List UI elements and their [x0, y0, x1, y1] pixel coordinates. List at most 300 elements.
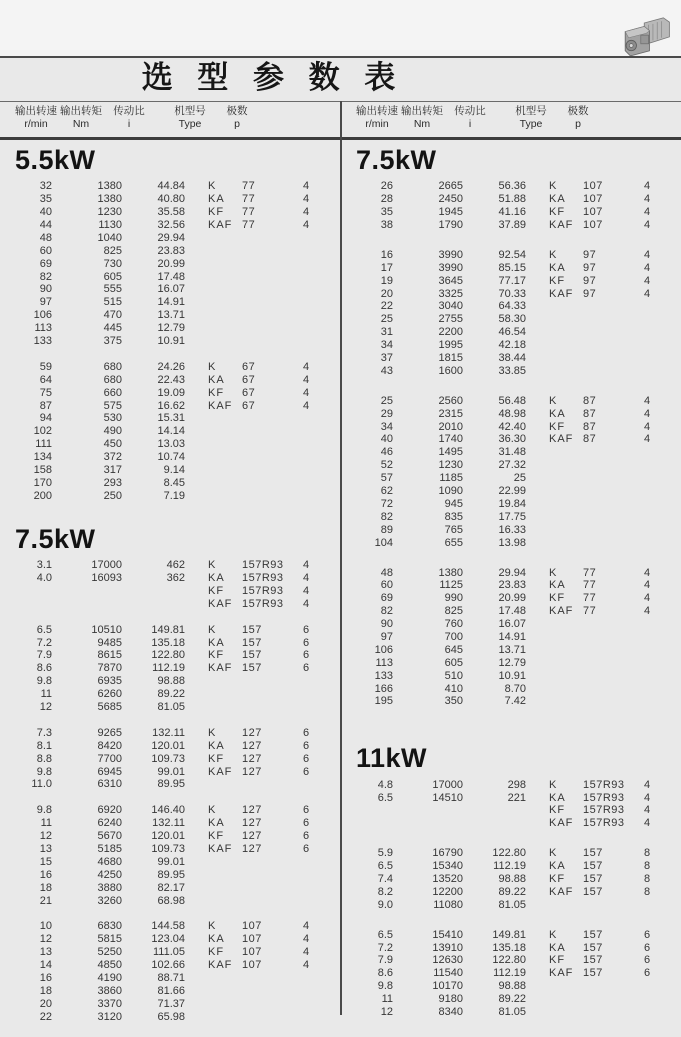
cell-model-number	[242, 856, 288, 869]
cell-ratio: 19.09	[157, 386, 185, 399]
table-row	[0, 804, 340, 817]
table-block	[0, 920, 340, 1023]
cell-ratio: 82.17	[157, 881, 185, 894]
cell-output-torque: 700	[444, 630, 463, 643]
page-top-margin	[0, 0, 681, 56]
cell-model-number	[242, 998, 288, 1011]
cell-ratio: 111.05	[152, 946, 185, 959]
table-row	[0, 895, 340, 908]
table-row	[0, 972, 340, 985]
column-header-label: 机型号	[174, 105, 206, 117]
cell-ratio: 122.80	[492, 847, 526, 860]
cell-ratio: 14.91	[498, 630, 526, 643]
table-row	[341, 657, 681, 670]
cell-type-prefix	[208, 688, 242, 701]
table-row	[341, 408, 681, 421]
cell-poles	[288, 856, 324, 869]
cell-type-prefix	[208, 412, 242, 425]
table-block	[341, 180, 681, 232]
cell-poles: 4	[643, 394, 651, 407]
cell-ratio: 17.48	[157, 270, 185, 283]
table-row	[341, 300, 681, 313]
cell-type-prefix	[549, 631, 583, 644]
cell-output-speed: 62	[380, 485, 393, 498]
cell-type-prefix: KAF	[549, 885, 574, 898]
cell-type-prefix	[549, 313, 583, 326]
cell-output-speed: 64	[39, 373, 52, 386]
cell-poles: 4	[302, 360, 310, 373]
cell-model-number: 87	[583, 407, 597, 420]
cell-ratio: 81.05	[498, 898, 526, 911]
cell-output-speed: 6.5	[377, 791, 393, 804]
table-row	[0, 309, 340, 322]
table-row	[0, 882, 340, 895]
table-row	[0, 464, 340, 477]
cell-poles: 4	[643, 804, 651, 817]
cell-type-prefix	[208, 869, 242, 882]
cell-output-speed: 111	[35, 438, 52, 451]
power-section	[0, 525, 340, 1024]
cell-ratio: 89.22	[157, 688, 185, 701]
table-row	[0, 425, 340, 438]
table-row	[0, 206, 340, 219]
cell-output-speed: 18	[39, 881, 52, 894]
cell-ratio: 144.58	[151, 920, 185, 933]
table-row	[341, 288, 681, 301]
cell-type-prefix: KA	[208, 373, 225, 386]
cell-type-prefix: KAF	[549, 605, 574, 618]
cell-ratio: 77.17	[498, 274, 526, 287]
cell-type-prefix: KF	[208, 584, 225, 597]
table-row	[0, 1011, 340, 1024]
cell-type-prefix: KAF	[208, 399, 233, 412]
section-heading: 7.5kW	[15, 523, 96, 554]
cell-output-torque: 1380	[97, 180, 122, 193]
table-row	[341, 275, 681, 288]
cell-output-speed: 6.5	[377, 860, 393, 873]
cell-output-speed: 3.1	[36, 559, 52, 572]
cell-type-prefix	[549, 980, 583, 993]
cell-type-prefix: K	[208, 360, 217, 373]
cell-output-torque: 1495	[438, 446, 463, 459]
cell-ratio: 20.99	[498, 592, 526, 605]
column-header-unit: Nm	[72, 118, 90, 130]
cell-output-torque: 445	[103, 322, 122, 335]
cell-ratio: 65.98	[157, 1010, 185, 1023]
cell-poles: 6	[302, 752, 310, 765]
cell-type-prefix	[208, 985, 242, 998]
cell-ratio: 98.88	[498, 872, 526, 885]
cell-model-number	[242, 232, 288, 245]
table-block	[0, 624, 340, 714]
cell-output-torque: 5685	[97, 700, 122, 713]
cell-model-number: 157	[583, 872, 603, 885]
cell-output-speed: 90	[39, 283, 52, 296]
cell-output-torque: 835	[444, 510, 463, 523]
table-row	[341, 592, 681, 605]
cell-poles: 4	[643, 817, 651, 830]
table-row	[0, 675, 340, 688]
cell-poles	[288, 778, 324, 791]
cell-poles	[288, 335, 324, 348]
column-header-unit: i	[127, 118, 131, 130]
cell-poles	[288, 283, 324, 296]
cell-type-prefix	[208, 425, 242, 438]
cell-output-speed: 22	[380, 300, 393, 313]
cell-ratio: 7.42	[504, 695, 526, 708]
cell-model-number: 67	[242, 360, 256, 373]
table-row	[0, 245, 340, 258]
cell-type-prefix	[208, 335, 242, 348]
cell-output-speed: 16	[39, 868, 52, 881]
table-row	[0, 843, 340, 856]
cell-type-prefix: KA	[549, 860, 566, 873]
cell-model-number	[583, 644, 629, 657]
cell-ratio: 23.83	[498, 579, 526, 592]
cell-poles	[288, 701, 324, 714]
cell-type-prefix: K	[549, 847, 558, 860]
table-row	[0, 869, 340, 882]
cell-output-speed: 8.6	[377, 967, 393, 980]
cell-output-torque: 6260	[97, 688, 122, 701]
cell-model-number	[242, 296, 288, 309]
cell-output-speed: 15	[39, 855, 52, 868]
cell-output-torque: 5815	[97, 933, 122, 946]
cell-output-torque: 10170	[432, 980, 463, 993]
cell-output-speed: 7.9	[36, 649, 52, 662]
cell-ratio: 146.40	[151, 804, 185, 817]
cell-poles	[288, 1011, 324, 1024]
cell-model-number: 157	[583, 941, 603, 954]
cell-model-number	[583, 980, 629, 993]
cell-poles	[629, 459, 665, 472]
cell-output-torque: 1995	[438, 339, 463, 352]
cell-output-torque: 1790	[438, 219, 463, 232]
table-row	[0, 585, 340, 598]
cell-ratio: 42.40	[498, 420, 526, 433]
table-row	[0, 490, 340, 503]
cell-output-torque: 470	[103, 309, 122, 322]
table-row	[341, 792, 681, 805]
cell-type-prefix: KAF	[208, 662, 233, 675]
cell-output-torque: 15410	[432, 928, 463, 941]
cell-type-prefix: KA	[208, 571, 225, 584]
cell-model-number	[583, 365, 629, 378]
cell-model-number: 87	[583, 394, 597, 407]
table-block	[341, 395, 681, 550]
cell-model-number	[583, 511, 629, 524]
cell-model-number	[242, 258, 288, 271]
table-row	[341, 873, 681, 886]
table-row	[341, 683, 681, 696]
table-row	[0, 335, 340, 348]
cell-output-speed: 57	[380, 472, 393, 485]
cell-poles: 4	[302, 933, 310, 946]
cell-output-speed: 113	[34, 322, 52, 335]
cell-output-speed: 102	[33, 425, 52, 438]
cell-poles	[288, 271, 324, 284]
cell-poles	[629, 980, 665, 993]
table-row	[341, 618, 681, 631]
cell-poles	[288, 882, 324, 895]
cell-poles: 4	[302, 386, 310, 399]
cell-poles: 6	[302, 726, 310, 739]
cell-model-number: 107	[583, 193, 603, 206]
cell-poles	[629, 446, 665, 459]
table-row	[0, 998, 340, 1011]
table-block	[0, 559, 340, 611]
cell-model-number	[583, 300, 629, 313]
table-row	[341, 1006, 681, 1019]
table-row	[341, 567, 681, 580]
cell-poles	[629, 631, 665, 644]
table-row	[341, 511, 681, 524]
cell-output-speed: 113	[375, 656, 393, 669]
cell-output-speed: 29	[380, 407, 393, 420]
cell-type-prefix	[549, 618, 583, 631]
cell-model-number	[242, 688, 288, 701]
cell-poles: 6	[643, 967, 651, 980]
cell-output-torque: 10510	[91, 623, 122, 636]
cell-model-number	[583, 498, 629, 511]
cell-output-torque: 2755	[438, 313, 463, 326]
cell-type-prefix	[208, 258, 242, 271]
cell-type-prefix: KA	[549, 941, 566, 954]
cell-model-number: 107	[583, 219, 603, 232]
cell-ratio: 41.16	[498, 206, 526, 219]
power-section	[341, 744, 681, 1019]
column-header-ratio	[442, 105, 498, 131]
cell-output-speed: 16	[39, 972, 52, 984]
cell-output-torque: 6830	[97, 920, 122, 933]
cell-model-number	[583, 352, 629, 365]
table-row	[341, 644, 681, 657]
cell-output-torque: 1380	[438, 566, 463, 579]
cell-output-torque: 1600	[438, 364, 463, 377]
cell-type-prefix	[208, 477, 242, 490]
cell-ratio: 38.44	[498, 352, 526, 365]
cell-model-number: 127	[242, 752, 262, 765]
cell-type-prefix	[208, 490, 242, 503]
table-row	[341, 206, 681, 219]
cell-output-speed: 104	[374, 536, 393, 549]
cell-type-prefix: KF	[208, 752, 225, 765]
cell-ratio: 22.43	[157, 373, 185, 386]
cell-output-speed: 94	[39, 412, 52, 425]
cell-ratio: 23.83	[157, 244, 185, 257]
cell-type-prefix: KAF	[549, 219, 574, 232]
cell-ratio: 16.62	[157, 399, 185, 412]
column-header-label: 输出转矩	[60, 105, 102, 117]
cell-poles	[629, 695, 665, 708]
cell-output-speed: 44	[39, 219, 52, 232]
cell-poles	[629, 1006, 665, 1019]
cell-poles: 8	[643, 847, 651, 860]
cell-output-speed: 12	[380, 1006, 393, 1018]
table-row	[0, 946, 340, 959]
cell-ratio: 88.71	[157, 972, 185, 984]
cell-model-number	[583, 446, 629, 459]
cell-ratio: 64.33	[498, 300, 526, 313]
cell-output-torque: 8615	[97, 649, 122, 662]
divider-top	[0, 56, 681, 58]
table-row	[0, 649, 340, 662]
table-row	[0, 322, 340, 335]
cell-output-torque: 9485	[97, 636, 122, 649]
cell-ratio: 24.26	[157, 360, 185, 373]
cell-poles	[629, 498, 665, 511]
cell-model-number	[583, 618, 629, 631]
cell-ratio: 112.19	[493, 860, 526, 873]
cell-output-torque: 5670	[97, 830, 122, 843]
cell-type-prefix	[549, 537, 583, 550]
table-row	[0, 985, 340, 998]
cell-output-torque: 17000	[91, 559, 122, 572]
cell-model-number	[242, 882, 288, 895]
cell-output-speed: 37	[380, 352, 393, 365]
cell-poles	[288, 675, 324, 688]
cell-model-number	[242, 309, 288, 322]
cell-poles: 4	[643, 420, 651, 433]
table-row	[0, 296, 340, 309]
cell-output-speed: 69	[39, 257, 52, 270]
table-row	[0, 374, 340, 387]
cell-output-speed: 12	[39, 933, 52, 946]
cell-output-speed: 60	[39, 244, 52, 257]
cell-output-speed: 11	[40, 817, 52, 830]
cell-output-torque: 410	[444, 682, 463, 695]
cell-output-torque: 9180	[438, 993, 463, 1006]
table-row	[341, 365, 681, 378]
cell-output-torque: 4250	[97, 868, 122, 881]
cell-ratio: 81.66	[157, 984, 185, 997]
cell-output-torque: 6935	[97, 675, 122, 688]
cell-type-prefix: KF	[549, 420, 566, 433]
section-heading: 11kW	[356, 743, 428, 774]
table-row	[0, 387, 340, 400]
cell-output-speed: 25	[380, 313, 393, 326]
cell-output-speed: 97	[380, 630, 393, 643]
table-row	[0, 766, 340, 779]
cell-output-speed: 133	[33, 335, 52, 348]
cell-output-torque: 6945	[97, 765, 122, 778]
table-row	[341, 670, 681, 683]
cell-poles: 6	[302, 649, 310, 662]
cell-poles	[629, 618, 665, 631]
cell-output-speed	[0, 598, 52, 611]
cell-poles: 6	[302, 739, 310, 752]
column-header-label: 传动比	[454, 105, 486, 117]
cell-model-number	[242, 245, 288, 258]
cell-model-number	[242, 985, 288, 998]
cell-output-speed: 20	[380, 287, 393, 300]
table-row	[0, 688, 340, 701]
cell-type-prefix: KF	[208, 649, 225, 662]
column-header-label: 传动比	[113, 105, 145, 117]
cell-output-speed: 7.3	[36, 726, 52, 739]
cell-model-number: 157	[583, 954, 603, 967]
cell-output-speed: 21	[39, 894, 52, 907]
table-row	[0, 451, 340, 464]
cell-type-prefix: KAF	[208, 959, 233, 972]
cell-model-number	[242, 1011, 288, 1024]
cell-model-number	[242, 972, 288, 985]
cell-output-torque: 530	[103, 412, 122, 425]
table-row	[341, 498, 681, 511]
cell-output-speed: 17	[380, 261, 393, 274]
cell-output-torque: 575	[103, 399, 122, 412]
cell-ratio: 109.73	[151, 842, 185, 855]
table-block	[341, 779, 681, 831]
cell-ratio: 14.91	[157, 296, 185, 309]
cell-model-number: 97	[583, 274, 597, 287]
cell-output-speed: 8.1	[36, 739, 52, 752]
cell-poles	[288, 490, 324, 503]
gearmotor-product-image	[620, 13, 672, 59]
cell-output-speed: 9.8	[377, 980, 393, 993]
cell-model-number	[242, 778, 288, 791]
cell-poles: 4	[302, 946, 310, 959]
cell-model-number: 157	[583, 860, 603, 873]
cell-output-torque: 16093	[91, 571, 122, 584]
cell-output-torque: 3370	[97, 997, 122, 1010]
cell-type-prefix	[549, 683, 583, 696]
cell-output-torque: 12200	[432, 885, 463, 898]
column-header-unit: r/min	[365, 118, 389, 130]
cell-output-speed: 34	[380, 420, 393, 433]
table-block	[0, 804, 340, 907]
cell-output-speed: 4.0	[36, 571, 52, 584]
cell-type-prefix: KF	[208, 386, 225, 399]
cell-poles	[288, 451, 324, 464]
cell-type-prefix: KAF	[208, 597, 233, 610]
cell-output-torque: 2665	[438, 180, 463, 193]
table-row	[0, 817, 340, 830]
cell-output-speed: 35	[39, 193, 52, 206]
cell-poles	[288, 258, 324, 271]
table-row	[0, 959, 340, 972]
cell-model-number	[583, 683, 629, 696]
cell-model-number: 77	[583, 579, 597, 592]
cell-type-prefix: KF	[549, 872, 566, 885]
cell-type-prefix	[208, 856, 242, 869]
cell-output-speed: 6.5	[36, 623, 52, 636]
cell-type-prefix: KA	[208, 193, 225, 206]
cell-type-prefix	[208, 296, 242, 309]
cell-ratio: 27.32	[498, 459, 526, 472]
cell-ratio: 13.71	[157, 309, 185, 322]
table-header-left	[0, 103, 340, 137]
cell-model-number: 157R93	[242, 597, 284, 610]
cell-poles: 6	[302, 804, 310, 817]
cell-output-speed	[341, 804, 393, 817]
table-row	[0, 361, 340, 374]
cell-model-number: 157R93	[583, 804, 625, 817]
cell-output-speed: 40	[380, 433, 393, 446]
cell-output-speed	[0, 585, 52, 598]
cell-poles	[288, 309, 324, 322]
cell-type-prefix	[549, 511, 583, 524]
cell-ratio: 36.30	[498, 433, 526, 446]
cell-ratio: 8.45	[163, 476, 185, 489]
cell-type-prefix: KAF	[208, 842, 233, 855]
cell-poles: 4	[302, 399, 310, 412]
cell-output-speed: 7.2	[36, 636, 52, 649]
cell-type-prefix	[549, 524, 583, 537]
cell-type-prefix: KA	[208, 739, 225, 752]
cell-model-number	[242, 283, 288, 296]
cell-ratio: 17.75	[498, 510, 526, 523]
